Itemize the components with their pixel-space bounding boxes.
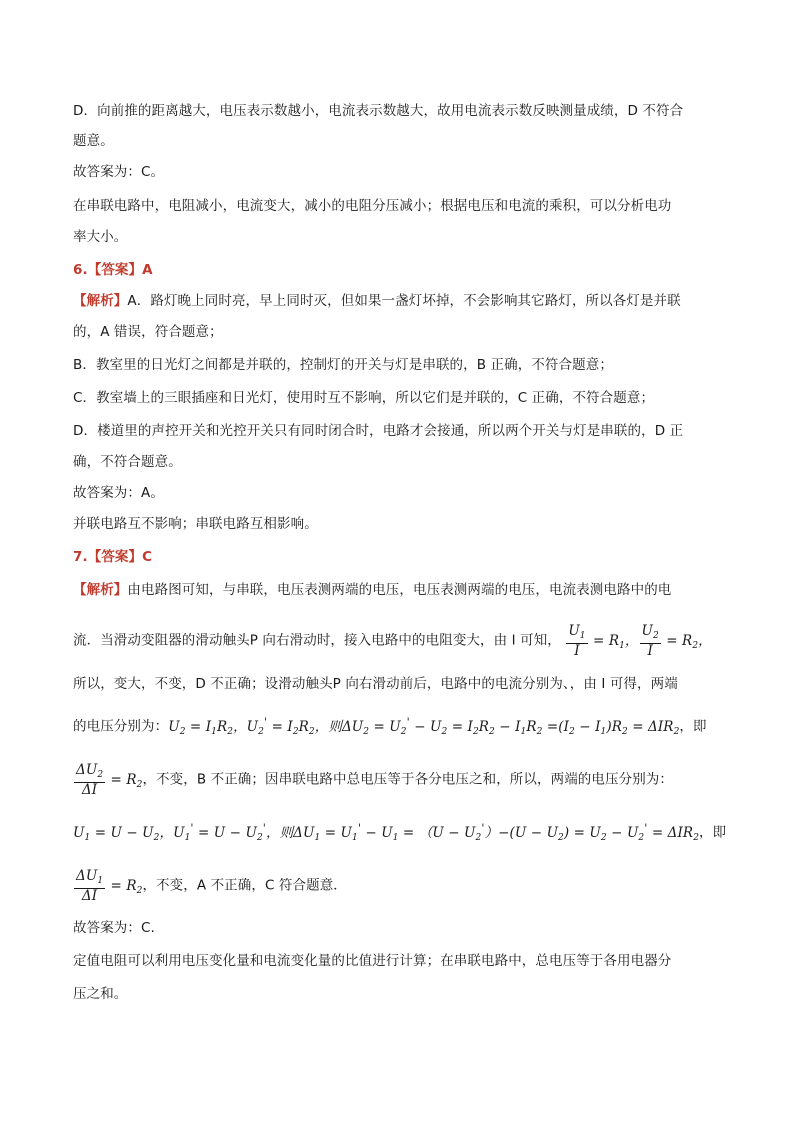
text-line: 率大小。 [73,229,128,245]
analysis-tag: 【解析】 [73,582,128,598]
text-line: 压之和。 [73,986,128,1002]
text-line: C．教室墙上的三眼插座和日光灯，使用时互不影响，所以它们是并联的，C 正确，不符合题意； [73,390,655,406]
text-line: 的电压分别为：$U_2 = I_1R_2$，$U_2' = I_2R_2$，则$\Delta U_2 = U_2' - U_2 = I_2R_2 - I_1R_2 =(I_2 - I_1)R_2 = \Delta IR_2$，即 [73,715,707,737]
analysis-tag: 【解析】 [73,293,128,309]
text-line: 故答案为：C。 [73,164,165,180]
text-line: 并联电路互不影响；串联电路互相影响。 [73,516,318,532]
formula: $U_2 = I_1R_2$，$U_2' = I_2R_2$，则$\Delta U_2 = U_2' - U_2 = I_2R_2 - I_1R_2 =(I_2 - I_1)R_2 = \Delta IR_2$ [168,715,680,737]
answer-heading-6: 6.【答案】A [73,262,153,278]
text-line: 所以，变大，不变，D 不正确；设滑动触头P 向右滑动前后，电路中的电流分别为、，由 I 可得，两端 [73,676,678,692]
text-line: 【解析】由电路图可知，与串联，电压表测两端的电压，电压表测两端的电压，电流表测电路中的电 [73,582,672,598]
formula: $\frac{\Delta U_1}{\Delta I}$ = $R_2$ [76,868,143,904]
text-line: 定值电阻可以利用电压变化量和电流变化量的比值进行计算；在串联电路中，总电压等于各用电器分 [73,953,672,969]
text-line: B．教室里的日光灯之间都是并联的，控制灯的开关与灯是串联的，B 正确，不符合题意； [73,357,613,373]
text-line: 在串联电路中，电阻减小，电流变大，减小的电阻分压减小；根据电压和电流的乘积，可以分析电功 [73,198,672,214]
text-line: 故答案为：A。 [73,485,164,501]
text-line: D．向前推的距离越大，电压表示数越小，电流表示数越大，故用电流表示数反映测量成绩，D 不符合 [73,103,684,119]
text-line: $\frac{\Delta U_1}{\Delta I}$ = $R_2$，不变，A 不正确，C 符合题意． [73,869,733,903]
formula: $\frac{U_1}{I}$ = $R_1$， $\frac{U_2}{I}$ = $R_2$， [568,623,712,659]
text-line: 题意。 [73,133,114,149]
text-line: 【解析】A．路灯晚上同时亮，早上同时灭，但如果一盏灯坏掉，不会影响其它路灯，所以各灯是并联 [73,293,681,309]
answer-heading-7: 7.【答案】C [73,549,153,565]
text-line: 的，A 错误，符合题意； [73,324,223,340]
formula: $\frac{\Delta U_2}{\Delta I}$ = $R_2$ [76,762,143,798]
text-line: $U_1 = U - U_2$，$U_1' = U - U_2'$，则$\Delta U_1 = U_1' - U_1 = (U - U_2')-(U - U_2) = U_2 - U_2' = \Delta IR_2$，即 [73,821,727,843]
text-line: 确，不符合题意。 [73,454,182,470]
text-line: 故答案为：C. [73,920,155,936]
text-line: 流．当滑动变阻器的滑动触头P 向右滑动时，接入电路中的电阻变大，由 I 可知， $\frac{U_1}{I}$ = $R_1$， $\frac{U_2}{I}$ = $R_2$， [73,623,712,659]
text-line: D．楼道里的声控开关和光控开关只有同时闭合时，电路才会接通，所以两个开关与灯是串联的，D 正 [73,423,684,439]
formula: $U_1 = U - U_2$，$U_1' = U - U_2'$，则$\Delta U_1 = U_1' - U_1 = (U - U_2')-(U - U_2) = U_2 - U_2' = \Delta IR_2$ [73,821,700,843]
text-line: $\frac{\Delta U_2}{\Delta I}$ = $R_2$，不变，B 不正确；因串联电路中总电压等于各分电压之和，所以，两端的电压分别为： [73,763,733,797]
